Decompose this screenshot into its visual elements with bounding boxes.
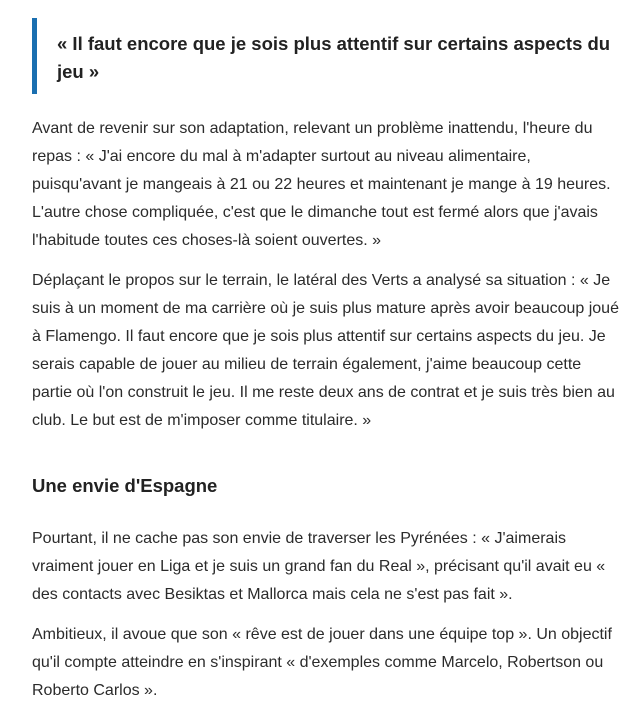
pullquote xyxy=(32,18,622,94)
article-body xyxy=(32,0,622,705)
pullquote-text: « Il faut encore que je sois plus attentif sur certains aspects du jeu » xyxy=(57,33,611,82)
section-heading: Une envie d'Espagne xyxy=(32,475,218,496)
paragraph-terrain: Déplaçant le propos sur le terrain, le latéral des Verts a analysé sa situation : « Je suis à un moment de ma carrière où je suis plus mature après avoir beaucoup joué à Flamengo. Il faut encore que je sois plus attentif sur certains aspects du jeu. Je serais capable de jouer au milieu de terrain également, j'aime beaucoup cette partie où l'on construit le jeu. Il me reste deux ans de contrat et je suis très bien au club. Le but est de m'imposer comme titulaire. » xyxy=(32,272,619,429)
paragraph-adaptation: Avant de revenir sur son adaptation, relevant un problème inattendu, l'heure du repas : « J'ai encore du mal à m'adapter surtout au niveau alimentaire, puisqu'avant je mangeais à 21 ou 22 heures et maintenant je mange à 19 heures. L'autre chose compliquée, c'est que le dimanche tout est fermé alors que j'avais l'habitude toutes ces choses-là soient ouvertes. » xyxy=(32,120,611,249)
paragraph-ambition: Ambitieux, il avoue que son « rêve est de jouer dans une équipe top ». Un objectif qu'il compte atteindre en s'inspirant « d'exemples comme Marcelo, Robertson ou Roberto Carlos ». xyxy=(32,626,612,699)
paragraph-espagne: Pourtant, il ne cache pas son envie de traverser les Pyrénées : « J'aimerais vraiment jouer en Liga et je suis un grand fan du Real », précisant qu'il avait eu « des contacts avec Besiktas et Mallorca mais cela ne s'est pas fait ». xyxy=(32,530,606,603)
